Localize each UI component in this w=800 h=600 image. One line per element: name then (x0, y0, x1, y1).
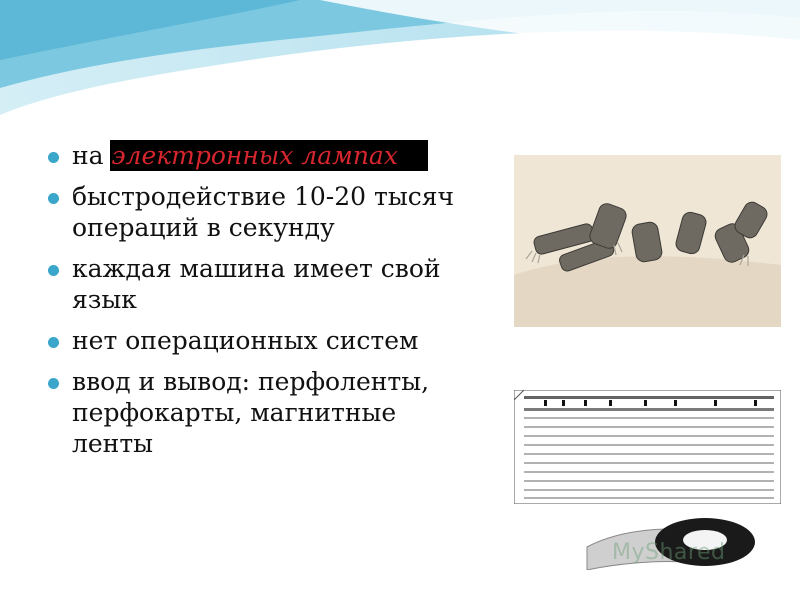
header-wave-banner (0, 0, 800, 120)
bullet-1-prefix: на (72, 141, 104, 170)
bullet-dot (48, 265, 59, 276)
bullet-5-text: ввод и вывод: перфоленты, перфокарты, магнитные ленты (72, 367, 430, 458)
bullet-dot (48, 193, 59, 204)
bullet-item-4 (48, 325, 468, 356)
bullet-list (48, 140, 468, 469)
bullet-dot (48, 378, 59, 389)
bullet-dot (48, 152, 59, 163)
bullet-4-text: нет операционных систем (72, 326, 419, 355)
punch-card-image (514, 390, 781, 504)
bullet-item-2 (48, 181, 468, 243)
bullet-dot (48, 337, 59, 348)
bullet-item-1 (48, 140, 468, 171)
watermark: MyShared (612, 540, 726, 565)
bullet-item-5 (48, 366, 468, 459)
bullet-1-highlight: электронных лампах (110, 140, 428, 171)
bullet-3-text: каждая машина имеет свой язык (72, 254, 441, 314)
bullet-item-3 (48, 253, 468, 315)
vacuum-tubes-image (514, 155, 781, 327)
bullet-2-text: быстродействие 10-20 тысяч операций в секунду (72, 182, 455, 242)
